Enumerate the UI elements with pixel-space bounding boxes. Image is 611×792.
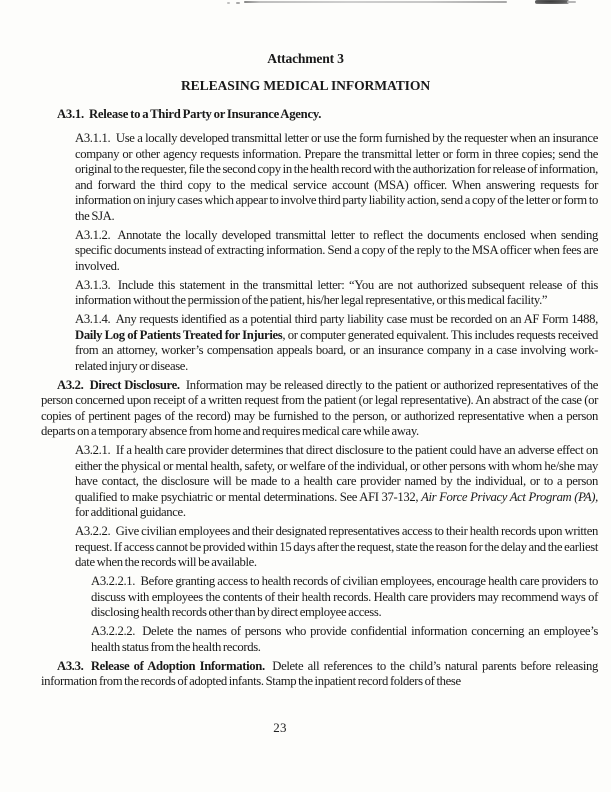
paragraph-label: A3.1.1. bbox=[75, 131, 111, 145]
paragraph-a312 bbox=[75, 228, 598, 275]
document-body bbox=[41, 107, 598, 690]
document-title: RELEASING MEDICAL INFORMATION bbox=[180, 78, 431, 93]
paragraph-a31 bbox=[41, 107, 598, 123]
paragraph-text: Delete the names of persons who provide confidential information concerning an employee’s health status from the health records. bbox=[91, 624, 598, 654]
section-heading-text: Direct Disclosure. bbox=[89, 377, 180, 392]
paragraph-a321 bbox=[75, 443, 598, 521]
paragraph-a322 bbox=[75, 524, 598, 571]
paragraph-a313 bbox=[75, 278, 598, 309]
paragraph-label: A3.1. bbox=[57, 107, 84, 121]
paragraph-label: A3.1.2. bbox=[75, 227, 111, 242]
page-number: 23 bbox=[273, 720, 287, 735]
paragraph-text: Give civilian employees and their designated representatives access to their health records upon written request. If access cannot be provided within 15 days after the request, state the reason for the delay and the earliest date when the records will be available. bbox=[75, 524, 598, 569]
paragraph-a311 bbox=[75, 131, 598, 224]
section-heading-text: Release to a Third Party or Insurance Agency. bbox=[88, 107, 322, 121]
italic-afi-reference: Air Force Privacy Act Program (PA), bbox=[421, 489, 598, 504]
paragraph-a314 bbox=[75, 312, 598, 374]
paragraph-label: A3.1.4. bbox=[75, 312, 111, 326]
paragraph-label: A3.1.3. bbox=[75, 277, 111, 292]
page-headings bbox=[0, 0, 611, 94]
section-heading-text: Release of Adoption Information. bbox=[90, 658, 265, 673]
paragraph-a32 bbox=[41, 378, 598, 440]
paragraph-text: Delete all references to the child’s natural parents before releasing information from the records of adopted infants. Stamp the inpatient record folders of these bbox=[41, 658, 598, 688]
attachment-heading: Attachment 3 bbox=[267, 51, 344, 66]
paragraph-text: Include this statement in the transmittal letter: “You are not authorized subsequent release of this information without the permission of the patient, his/her legal representative, or this medical facility.” bbox=[75, 277, 598, 307]
paragraph-text: for additional guidance. bbox=[75, 505, 186, 519]
paragraph-text: Annotate the locally developed transmittal letter to reflect the documents enclosed when sending specific documents instead of extracting information. Send a copy of the reply to the MSA officer when fees are involved. bbox=[75, 227, 598, 273]
paragraph-a33 bbox=[41, 659, 598, 690]
paragraph-text: , or computer generated equivalent. This includes requests received from an attorney, worker’s compensation appeals board, or an insurance company in a case involving work-related injury or disease. bbox=[75, 327, 598, 373]
paragraph-label: A3.2. bbox=[57, 377, 84, 392]
paragraph-label: A3.2.2.1. bbox=[91, 574, 136, 588]
paragraph-a3221 bbox=[91, 574, 598, 621]
paragraph-text: If a health care provider determines that direct disclosure to the patient could have an adverse effect on either the physical or mental health, safety, or welfare of the individual, or other persons with whom he/she may have contact, the disclosure will be made to a health care provider named by the individual, or to a person qualified to make psychiatric or mental determinations. See AFI 37-132, bbox=[75, 443, 598, 504]
paragraph-label: A3.2.2. bbox=[75, 524, 111, 538]
paragraph-label: A3.2.2.2. bbox=[91, 624, 136, 638]
paragraph-label: A3.2.1. bbox=[75, 443, 111, 457]
paragraph-text: Information may be released directly to the patient or authorized representatives of the person concerned upon receipt of a written request from the patient (or legal representative). An abstract of the case (or copies of pertinent pages of the record) may be furnished to the person, or authorized representative when a person departs on a temporary absence from home and requires medical care while away. bbox=[41, 377, 598, 438]
paragraph-text: Any requests identified as a potential third party liability case must be recorded on an AF Form 1488, bbox=[115, 312, 598, 326]
bold-form-title: Daily Log of Patients Treated for Injuries bbox=[75, 327, 283, 342]
paragraph-label: A3.3. bbox=[57, 658, 84, 673]
paragraph-a3222 bbox=[91, 624, 598, 655]
paragraph-text: Use a locally developed transmittal letter or use the form furnished by the requester when an insurance company or other agency requests information. Prepare the transmittal letter or form in three copies; send the original to the requester, file the second copy in the health record with the authorization for release of information, and forward the third copy to the medical service account (MSA) officer. When answering requests for information on injury cases which appear to involve third party liability action, send a copy of the letter or form to the SJA. bbox=[75, 131, 598, 223]
paragraph-text: Before granting access to health records of civilian employees, encourage health care providers to discuss with employees the contents of their health records. Health care providers may recommend ways of disclosing health records other than by direct employee access. bbox=[91, 574, 598, 619]
